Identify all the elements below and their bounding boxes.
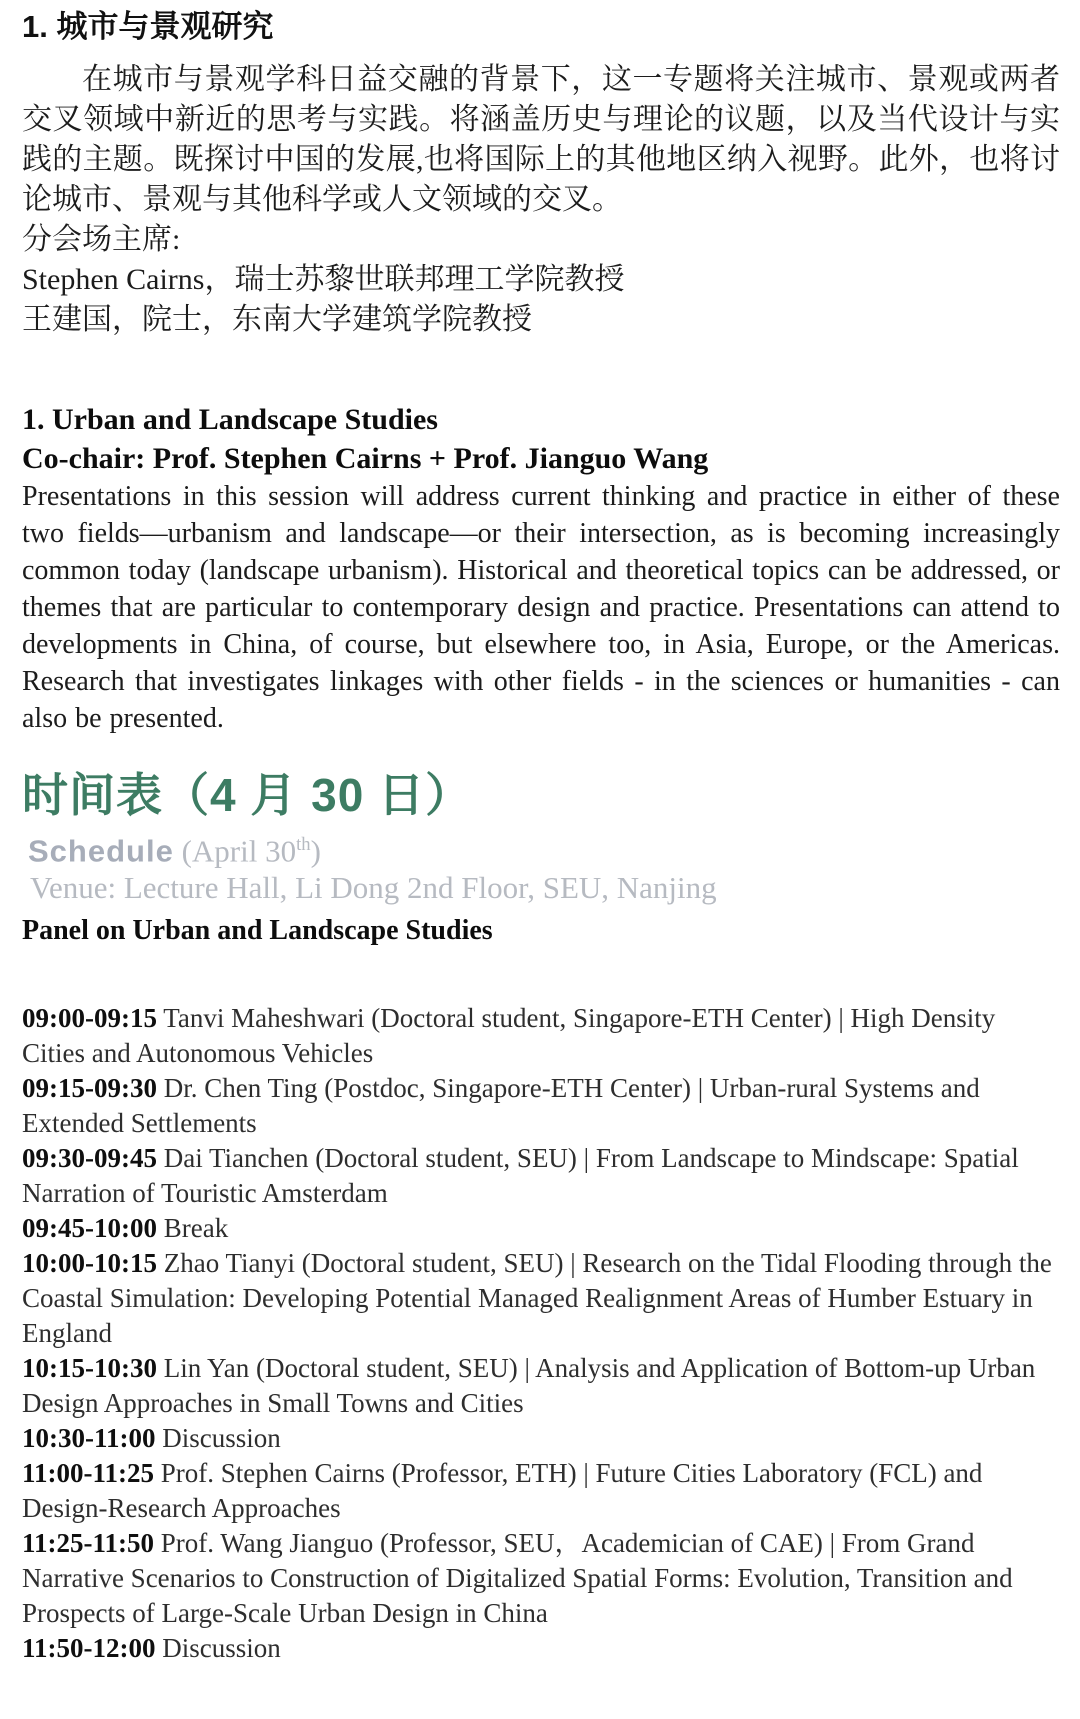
schedule-item-time: 09:30-09:45 (22, 1143, 157, 1174)
schedule-subtitle (28, 827, 1060, 869)
cn-section-paragraph: 在城市与景观学科日益交融的背景下，这一专题将关注城市、景观或两者交叉领域中新近的思考与实践。将涵盖历史与理论的议题，以及当代设计与实践的主题。既探讨中国的发展,也将国际上的其他地区纳入视野。此外，也将讨论城市、景观与其他科学或人文领域的交叉。 (22, 63, 1060, 216)
schedule-item (22, 1211, 1060, 1246)
schedule-item-time: 11:25-11:50 (22, 1528, 154, 1559)
schedule-item (22, 1071, 1060, 1141)
schedule-item-desc: Discussion (155, 1423, 281, 1454)
cn-chairs-label: 分会场主席: (22, 223, 181, 256)
schedule-date-prefix: (April 30 (173, 833, 297, 869)
schedule-item-desc: Lin Yan (Doctoral student, SEU) | Analysis and Application of Bottom-up Urban Design Approaches in Small Towns and Cities (22, 1353, 1036, 1419)
schedule-item (22, 1351, 1060, 1421)
schedule-heading-en: Schedule (28, 833, 174, 869)
schedule-item-desc: Dai Tianchen (Doctoral student, SEU) | From Landscape to Mindscape: Spatial Narration of Touristic Amsterdam (22, 1143, 1019, 1209)
en-section-title: 1. Urban and Landscape Studies (22, 403, 438, 436)
en-section (22, 400, 1060, 737)
schedule-heading-cn: 时间表（4 月 30 日） (22, 769, 473, 821)
schedule-item-desc: Dr. Chen Ting (Postdoc, Singapore-ETH Center) | Urban-rural Systems and Extended Settlements (22, 1073, 980, 1139)
schedule-item-time: 10:00-10:15 (22, 1248, 157, 1279)
schedule-item (22, 1456, 1060, 1526)
schedule-item-desc: Prof. Wang Jianguo (Professor, SEU，Academician of CAE) | From Grand Narrative Scenarios to Construction of Digitalized Spatial Forms: Evolution, Transition and Prospects of Large-Scale Urban Design in China (22, 1528, 1013, 1629)
schedule-item-time: 09:15-09:30 (22, 1073, 157, 1104)
en-cochair-line: Co-chair: Prof. Stephen Cairns + Prof. Jianguo Wang (22, 442, 709, 475)
schedule-item (22, 1526, 1060, 1631)
schedule-item-desc: Prof. Stephen Cairns (Professor, ETH) | Future Cities Laboratory (FCL) and Design-Research Approaches (22, 1458, 983, 1524)
schedule-item-time: 11:50-12:00 (22, 1633, 156, 1664)
cn-chair-1: Stephen Cairns，瑞士苏黎世联邦理工学院教授 (22, 263, 625, 296)
venue-line: Venue: Lecture Hall, Li Dong 2nd Floor, SEU, Nanjing (30, 870, 717, 906)
schedule-item (22, 1141, 1060, 1211)
schedule-item-time: 09:00-09:15 (22, 1003, 157, 1034)
panel-title: Panel on Urban and Landscape Studies (22, 915, 493, 947)
schedule-item (22, 1001, 1060, 1071)
schedule-item-time: 09:45-10:00 (22, 1213, 157, 1244)
schedule-list (22, 1001, 1060, 1666)
schedule-item-time: 11:00-11:25 (22, 1458, 154, 1489)
schedule-item (22, 1421, 1060, 1456)
en-section-paragraph: Presentations in this session will address current thinking and practice in either of these two fields—urbanism and landscape—or their intersection, as is becoming increasingly common today (landscape urbanism). Historical and theoretical topics can be addressed, or themes that are particular to contemporary design and practice. Presentations can attend to developments in China, of course, but elsewhere too, in Asia, Europe, or the Americas. Research that investigates linkages with other fields - in the sciences or humanities - can also be presented. (22, 481, 1060, 734)
schedule-item-time: 10:15-10:30 (22, 1353, 157, 1384)
schedule-item-desc: Discussion (155, 1633, 281, 1664)
cn-chair-2: 王建国，院士，东南大学建筑学院教授 (22, 303, 532, 336)
schedule-item-desc: Tanvi Maheshwari (Doctoral student, Singapore-ETH Center) | High Density Cities and Autonomous Vehicles (22, 1003, 996, 1069)
schedule-date-ordinal: th (296, 834, 311, 855)
schedule-date-suffix: ) (310, 833, 321, 869)
schedule-item-desc: Break (156, 1213, 229, 1244)
cn-section-title: 1. 城市与景观研究 (22, 9, 274, 44)
schedule-item (22, 1631, 1060, 1666)
schedule-item-desc: Zhao Tianyi (Doctoral student, SEU) | Research on the Tidal Flooding through the Coastal Simulation: Developing Potential Managed Realignment Areas of Humber Estuary in England (22, 1248, 1052, 1349)
schedule-item-time: 10:30-11:00 (22, 1423, 156, 1454)
schedule-item (22, 1246, 1060, 1351)
